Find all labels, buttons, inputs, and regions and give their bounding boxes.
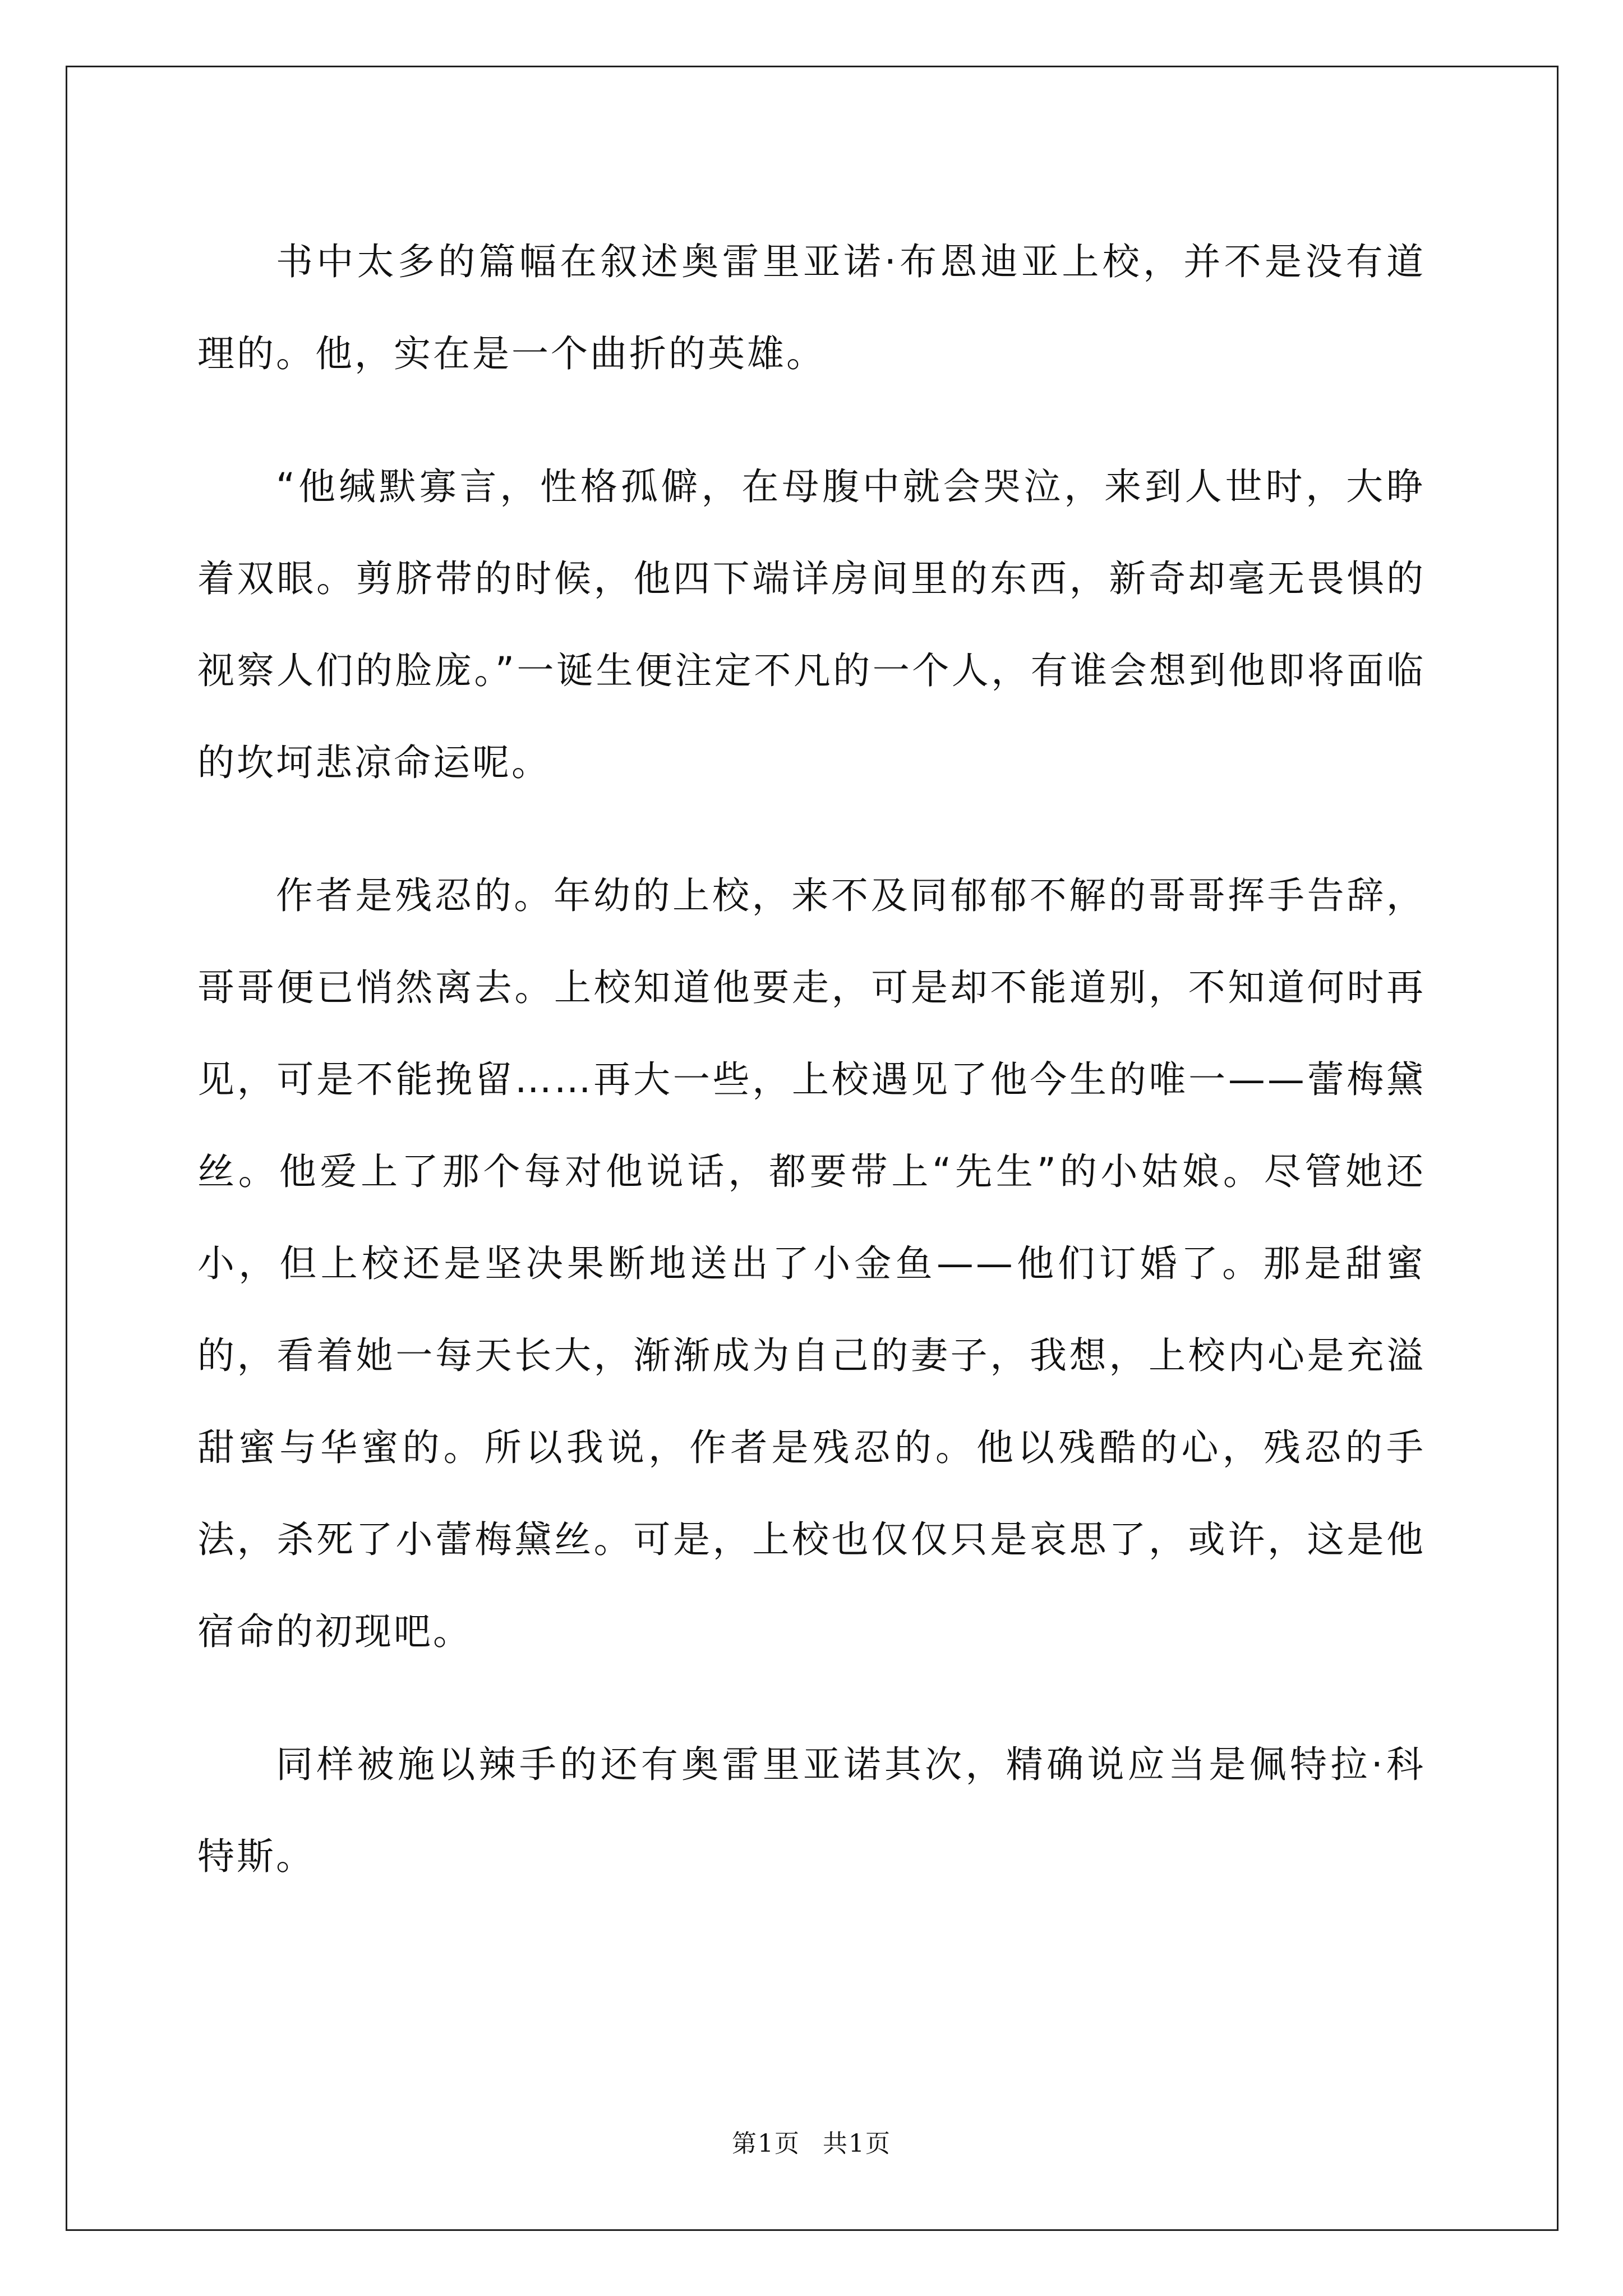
page-footer — [0, 2123, 1623, 2159]
paragraph-3: 作者是残忍的。年幼的上校，来不及同郁郁不解的哥哥挥手告辞，哥哥便已悄然离去。上校知道他要走，可是却不能道别，不知道何时再见，可是不能挽留……再大一些，上校遇见了他今生的唯一——蕾梅黛丝。他爱上了那个每对他说话，都要带上“先生”的小姑娘。尽管她还小，但上校还是坚决果断地送出了小金鱼——他们订婚了。那是甜蜜的，看着她一每天长大，渐渐成为自己的妻子，我想，上校内心是充溢甜蜜与华蜜的。所以我说，作者是残忍的。他以残酷的心，残忍的手法，杀死了小蕾梅黛丝。可是，上校也仅仅只是哀思了，或许，这是他宿命的初现吧。 — [197, 874, 1426, 1653]
document-body — [197, 216, 1426, 1944]
paragraph-1: 书中太多的篇幅在叙述奥雷里亚诺·布恩迪亚上校，并不是没有道理的。他，实在是一个曲折的英雄。 — [197, 240, 1426, 375]
page-number: 第1页 — [732, 2129, 800, 2158]
page-total: 共1页 — [823, 2129, 891, 2158]
paragraph-4: 同样被施以辣手的还有奥雷里亚诺其次，精确说应当是佩特拉·科特斯。 — [197, 1743, 1426, 1878]
paragraph-2: “他缄默寡言，性格孤僻，在母腹中就会哭泣，来到人世时，大睁着双眼。剪脐带的时候，他四下端详房间里的东西，新奇却毫无畏惧的视察人们的脸庞。”一诞生便注定不凡的一个人，有谁会想到他即将面临的坎坷悲凉命运呢。 — [197, 465, 1426, 784]
